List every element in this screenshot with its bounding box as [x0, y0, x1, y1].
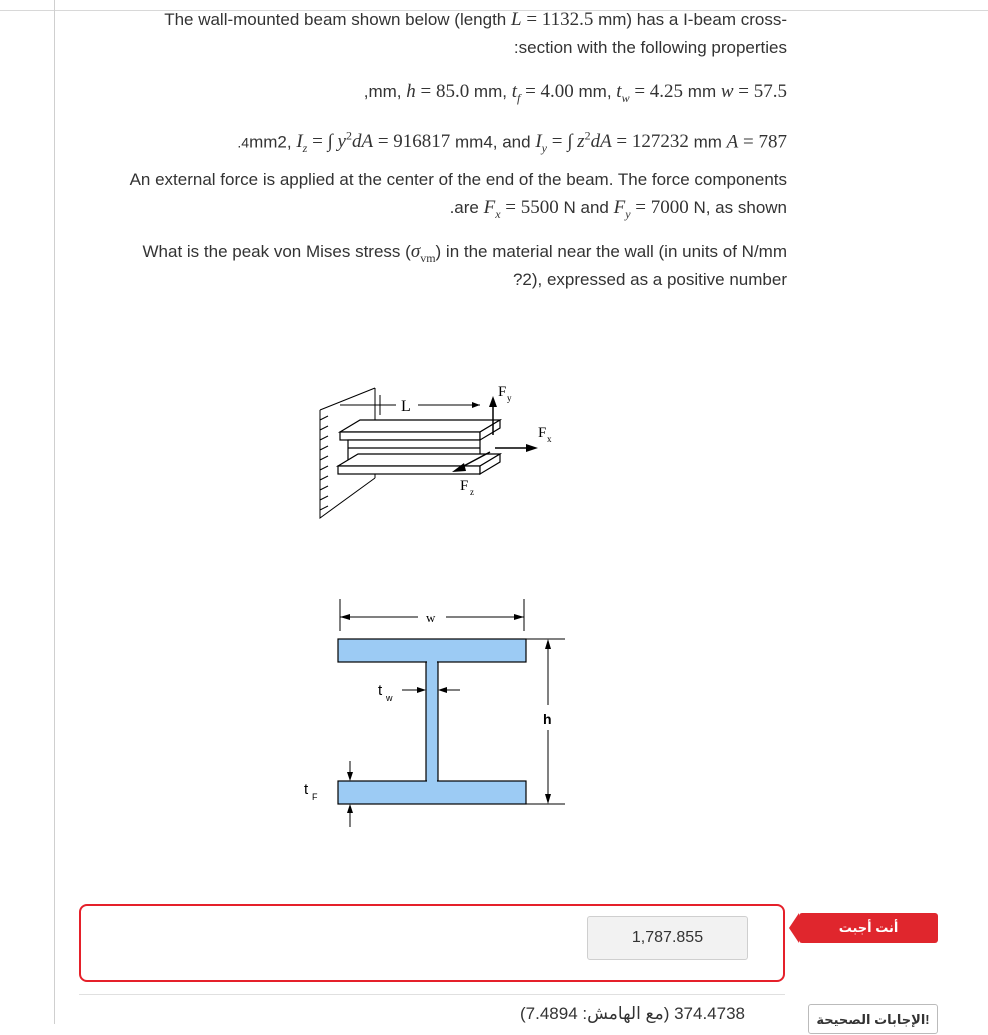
question-line-5: An external force is applied at the center of the end of the beam. The force components — [129, 170, 787, 189]
question-line-1: The wall-mounted beam shown below (length L = 1132.5 mm) has a I-beam cross- — [164, 9, 787, 30]
label-w: w — [426, 610, 436, 625]
label-tw: t — [378, 682, 383, 699]
label-Fy: F — [498, 384, 507, 400]
label-h: h — [543, 711, 552, 727]
answer-separator — [79, 994, 785, 995]
web — [426, 662, 438, 781]
label-Fy-sub: y — [507, 393, 512, 403]
correct-answer-value: 374.4738 (مع الهامش: 7.4894) — [520, 1004, 745, 1023]
label-Fz: F — [460, 478, 469, 494]
label-Fz-sub: z — [470, 487, 474, 497]
label-tw-sub: w — [386, 693, 393, 703]
bottom-flange — [338, 781, 526, 804]
question-line-8: ?2), expressed as a positive number — [512, 270, 787, 289]
correct-answers-tag: الإجابات الصحيحة! — [808, 1004, 938, 1034]
top-flange — [338, 639, 526, 662]
cross-section-figure — [300, 595, 590, 835]
question-line-6: .are $F_x = 5500$ N and $F_y = 7000$ N, as shown — [449, 197, 787, 221]
question-line-3: ,mm, h = 85.0 mm, $t_f = 4.00$ mm, $t_w = 4.25$ mm w = 57.5 — [363, 81, 787, 105]
label-tf-sub: F — [312, 792, 318, 802]
question-line-4: .4mm2, $I_z$ = ∫ $y^2dA = 916817$ mm4, and $I_y$ = ∫ $z^2dA = 127232$ mm A = 787 — [237, 129, 787, 156]
answer-input[interactable]: 1,787.855 — [587, 916, 748, 960]
you-answered-tag: أنت أجبت — [799, 913, 938, 943]
label-Fx-sub: x — [547, 434, 552, 444]
label-Fx: F — [538, 425, 547, 441]
question-line-7: What is the peak von Mises stress $(\sigma_{vm})$ in the material near the wall (in units of N/mm — [142, 241, 787, 265]
label-tf: t — [304, 781, 309, 798]
left-divider — [54, 0, 55, 1024]
beam-figure — [300, 380, 580, 530]
question-line-2: :section with the following properties — [513, 38, 787, 57]
label-L: L — [401, 398, 411, 415]
i-beam — [338, 420, 500, 474]
